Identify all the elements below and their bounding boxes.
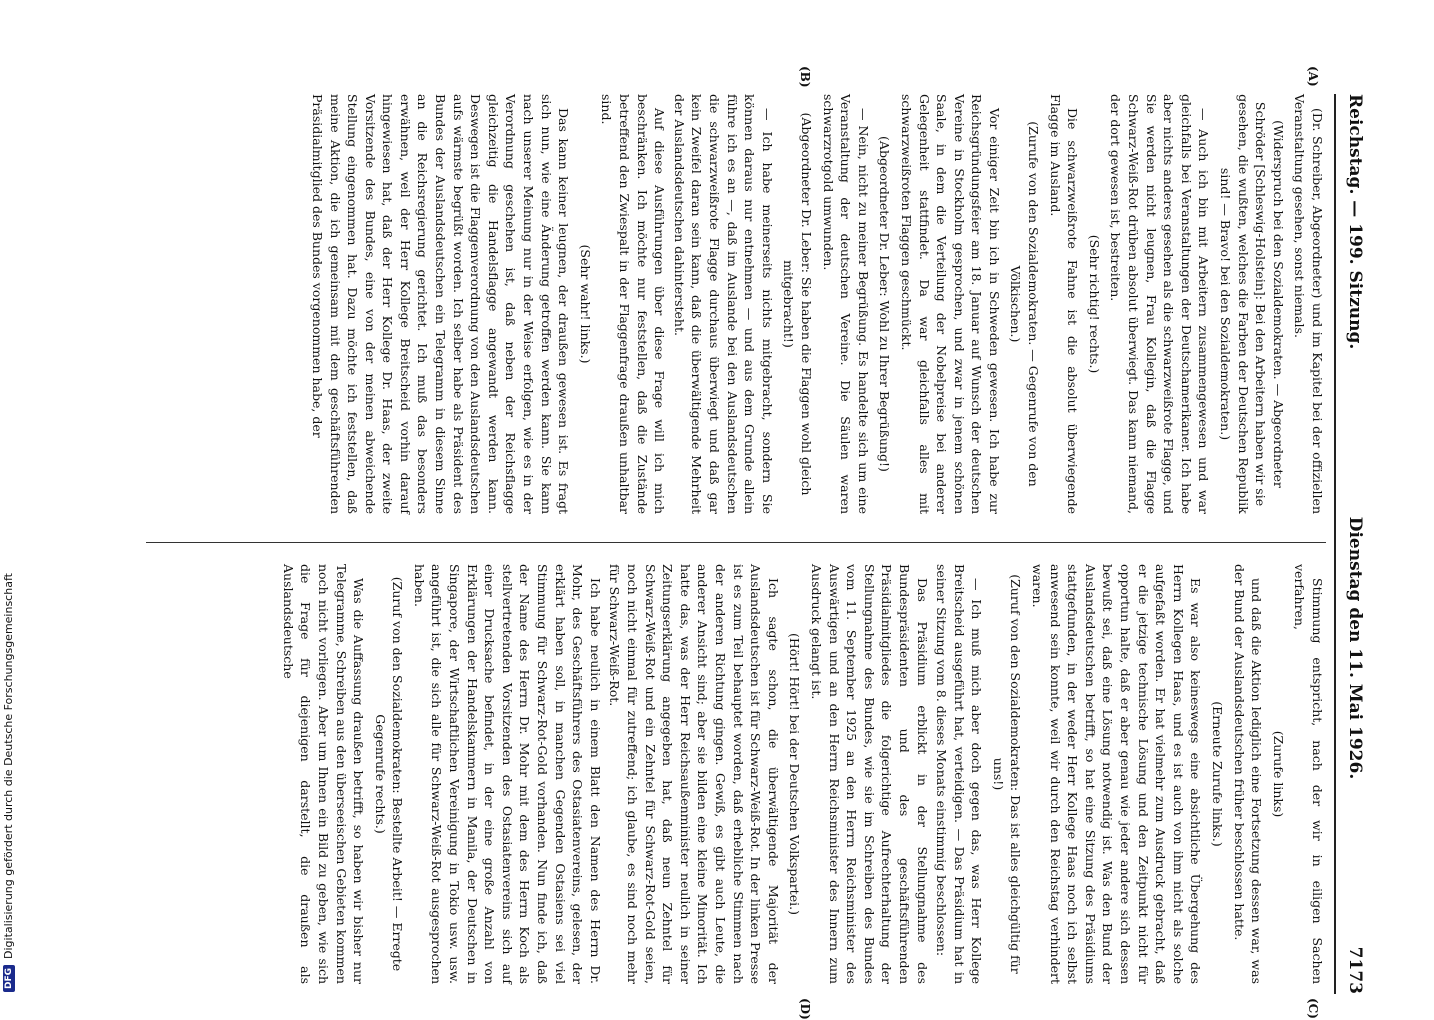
header-left: Reichstag. — 199. Sitzung. [1345, 94, 1365, 350]
paragraph: Stimmung entspricht, nach der wir in eiligen Sachen verfahren, [1292, 564, 1325, 984]
interjection: (Abgeordneter Dr. Leber: Sie haben die Flaggen wohl gleich mitgebracht!) [781, 112, 814, 496]
margin-marker-a: (A) [1306, 66, 1320, 87]
paragraph: Ich sagte schon, die überwältigende Majorität der Auslandsdeutschen ist für Schwarz-Weiß-Rot. In der linken Presse ist es zum Teil behauptet worden, daß erhebliche Stimmen nach der anderen Richtung gingen. Gewiß, es gibt auch Leute, die anderer Ansicht sind; aber sie bilden eine kleine Minorität. Ich hatte das, was der Herr Reichsaußenminister neulich in seiner Zeitungserklärung angegeben hat, daß neun Zehntel für Schwarz-Weiß-Rot und ein Zehntel für Schwarz-Rot-Gold seien, noch nicht einmal für zutreffend; ich glaube, es sind noch mehr für Schwarz-Weiß-Rot. [607, 564, 781, 984]
dfg-logo-icon: DFG [3, 965, 15, 992]
interjection: (Abgeordneter Dr. Leber: Wohl zu Ihrer Begrüßung!) [877, 136, 893, 472]
paragraph: Vor einiger Zeit bin ich in Schweden gewesen. Ich habe zur Reichsgründungsfeier am 18. Januar auf Wunsch der deutschen Vereine in Stockholm gesprochen, und zwar in jenem schönen Saale, in dem die Verteilung der Nobelpreise bei anderer Gelegenheit stattfindet. Da war gleichfalls alles mit schwarzweißroten Flaggen geschmückt. [898, 94, 1002, 514]
paragraph: Das Präsidium erblickt in der Stellungnahme des Bundespräsidenten und des geschäftsführenden Präsidialmitgliedes die folgerichtige Aufrechterhaltung der Stellungnahme des Bundes, wie sie im Schreiben des Bundes vom 11. September 1925 an den Herrn Reichsminister des Auswärtigen und an den Herrn Reichsminister des Innern zum Ausdruck gelangt ist. [808, 564, 930, 984]
paragraph: Was die Auffassung draußen betrifft, so haben wir bisher nur Telegramme, Schreiben aus den überseeischen Gebieten kommen noch nicht vorliegen. Aber um Ihnen ein Bild zu geben, wie sich die Frage für diejenigen darstellt, die draußen als Auslandsdeutsche [280, 564, 367, 984]
interjection: (Zuruf von den Sozialdemokraten: Bestellte Arbeit! — Erregte Gegenrufe rechts.) [372, 576, 406, 972]
interjection: (Sehr wahr! links.) [577, 244, 593, 364]
paragraph: (Dr. Schreiber, Abgeordneter) und im Kapitel bei der offiziellen Veranstaltung gesehen, sonst niemals. [1292, 94, 1325, 514]
paragraph: Es war also keineswegs eine absichtliche Übergehung des Herrn Kollegen Haas, und es ist auch von ihm nicht als solche aufgefaßt worden. Er hat vielmehr zum Ausdruck gebracht, daß er die jetzige technische Lösung und den Zeitpunkt nicht für opportun halte, daß er aber genau wie jeder andere sich dessen bewußt sei, daß eine Lösung notwendig ist. Was den Bund der Auslandsdeutschen betrifft, so hat eine Sitzung des Präsidiums stattgefunden, in der weder Herr Kollege Haas noch ich selbst anwesend sein konnte, weil wir durch den Reichstag verhindert waren. [1030, 564, 1204, 984]
interjection: (Zuruf von den Sozialdemokraten: Das ist alles gleichgültig für uns!) [990, 574, 1024, 974]
rotated-page [112, 66, 1372, 1020]
page-header [1338, 94, 1372, 994]
paragraph: Das kann keiner leugnen, der draußen gewesen ist. Es fragt sich nun, wie eine Änderung getroffen werden kann. Sie kann nach unserer Meinung nur in der Weise erfolgen, wie es in der Verordnung geschehen ist, daß neben der Reichsflagge gleichzeitig die Handelsflagge angewandt werden kann. Deswegen ist die Flaggenverordnung von den Auslandsdeutschen aufs wärmste begrüßt worden. Ich selber habe als Präsident des Bundes der Auslandsdeutschen ein Telegramm in diesem Sinne an die Reichsregierung gerichtet. Ich muß das besonders erwähnen, weil der Herr Kollege Breitscheid vorhin darauf hingewiesen hat, daß der Herr Kollege Dr. Haas, der zweite Vorsitzende des Bundes, eine von der meinen abweichende Stellung eingenommen hat. Dazu möchte ich feststellen, daß meine Aktion, die ich gemeinsam mit dem geschäftsführenden Präsidialmitglied des Bundes vorgenommen habe, der [309, 94, 572, 514]
paragraph: — Ich habe meinerseits nichts mitgebracht, sondern Sie können daraus nur entnehmen — und aus dem Grunde allein führe ich es an —, daß im Auslande bei den Auslandsdeutschen die schwarzweißrote Flagge durchaus überwiegt und daß gar kein Zweifel daran sein kann, daß die überwältigende Mehrheit der Auslandsdeutschen dahintersteht. [671, 94, 775, 514]
paragraph: Ich habe neulich in einem Blatt den Namen des Herrn Dr. Mohr, des Geschäftsführers des Ostasiatenvereins, gelesen, der erklärt haben soll, in manchen Gegenden Ostasiens sei viel Stimmung für Schwarz-Rot-Gold vorhanden. Nun finde ich, daß der Name des Herrn Dr. Mohr mit dem des Herrn Koch als stellvertretenden Vorsitzenden des Ostasiatenvereins sich auf einer Drucksache befindet, in der eine große Anzahl von Erklärungen der Handelskammern in Manila, der Deutschen in Singapore, der Wirtschaftlichen Vereinigung in Tokio usw. usw. angeführt ist, die sich alle für Schwarz-Weiß-Rot ausgesprochen haben. [411, 564, 603, 984]
margin-marker-d: (D) [798, 998, 812, 1020]
header-center: Dienstag den 11. Mai 1926. [1345, 516, 1365, 780]
paragraph: — Auch ich bin mit Arbeitern zusammengewesen und war gleichfalls bei Veranstaltungen der Deutschamerikaner. Ich habe aber nichts anderes gesehen als die schwarzweißrote Flagge, und Sie werden nicht leugnen, Frau Kollegin, daß die Flagge Schwarz-Weiß-Rot drüben absolut überwiegt. Das kann niemand, der dort gewesen ist, bestreiten. [1108, 94, 1212, 514]
interjection: (Widerspruch bei den Sozialdemokraten. — Abgeordneter Schröder [Schleswig-Holstein]: Bei den Arbeitern haben wir sie gesehen, die wußten, welches die Farben der Deutschen Republik sind! — Bravo! bei den Sozialdemokraten.) [1218, 94, 1286, 514]
paragraph: und daß die Aktion lediglich eine Fortsetzung dessen war, was der Bund der Auslandsdeutschen früher beschlossen hatte. [1231, 564, 1265, 984]
digitization-credit [2, 573, 15, 992]
right-column [277, 564, 1326, 984]
header-rule [1334, 94, 1336, 994]
paragraph: Auf diese Ausführungen über diese Frage will ich mich beschränken. Ich möchte nur feststellen, daß die Zustände betreffend den Zwiespalt in der Flaggenfrage draußen unhaltbar sind. [599, 94, 668, 514]
credit-text: Digitalisierung gefördert durch die Deutsche Forschungsgemeinschaft [2, 573, 15, 959]
paragraph: — Ich muß mich aber doch gegen das, was Herr Kollege Breitscheid ausgeführt hat, verteidigen. — Das Präsidium hat in seiner Sitzung vom 8. dieses Monats einstimmig beschlossen: [934, 564, 985, 984]
margin-marker-c: (C) [1306, 998, 1320, 1019]
left-column [306, 94, 1326, 514]
margin-marker-b: (B) [798, 66, 812, 88]
interjection: (Sehr richtig! rechts.) [1086, 234, 1102, 374]
page-number: 7173 [1345, 946, 1365, 994]
interjection: (Zurufe von den Sozialdemokraten. — Gegenrufe von den Völkischen.) [1008, 121, 1042, 487]
interjection: (Erneute Zurufe links.) [1210, 701, 1226, 847]
interjection: (Zurufe links) [1270, 730, 1286, 818]
interjection: (Hört! Hört! bei der Deutschen Volkspartei.) [787, 633, 803, 915]
paragraph: — Nein, nicht zu meiner Begrüßung. Es handelte sich um eine Veranstaltung der deutschen Vereine. Die Säulen waren schwarzrotgold umwunden. [820, 94, 871, 514]
paragraph: Die schwarzweißrote Fahne ist die absolut überwiegende Flagge im Ausland. [1047, 94, 1081, 514]
column-divider [146, 542, 1326, 543]
